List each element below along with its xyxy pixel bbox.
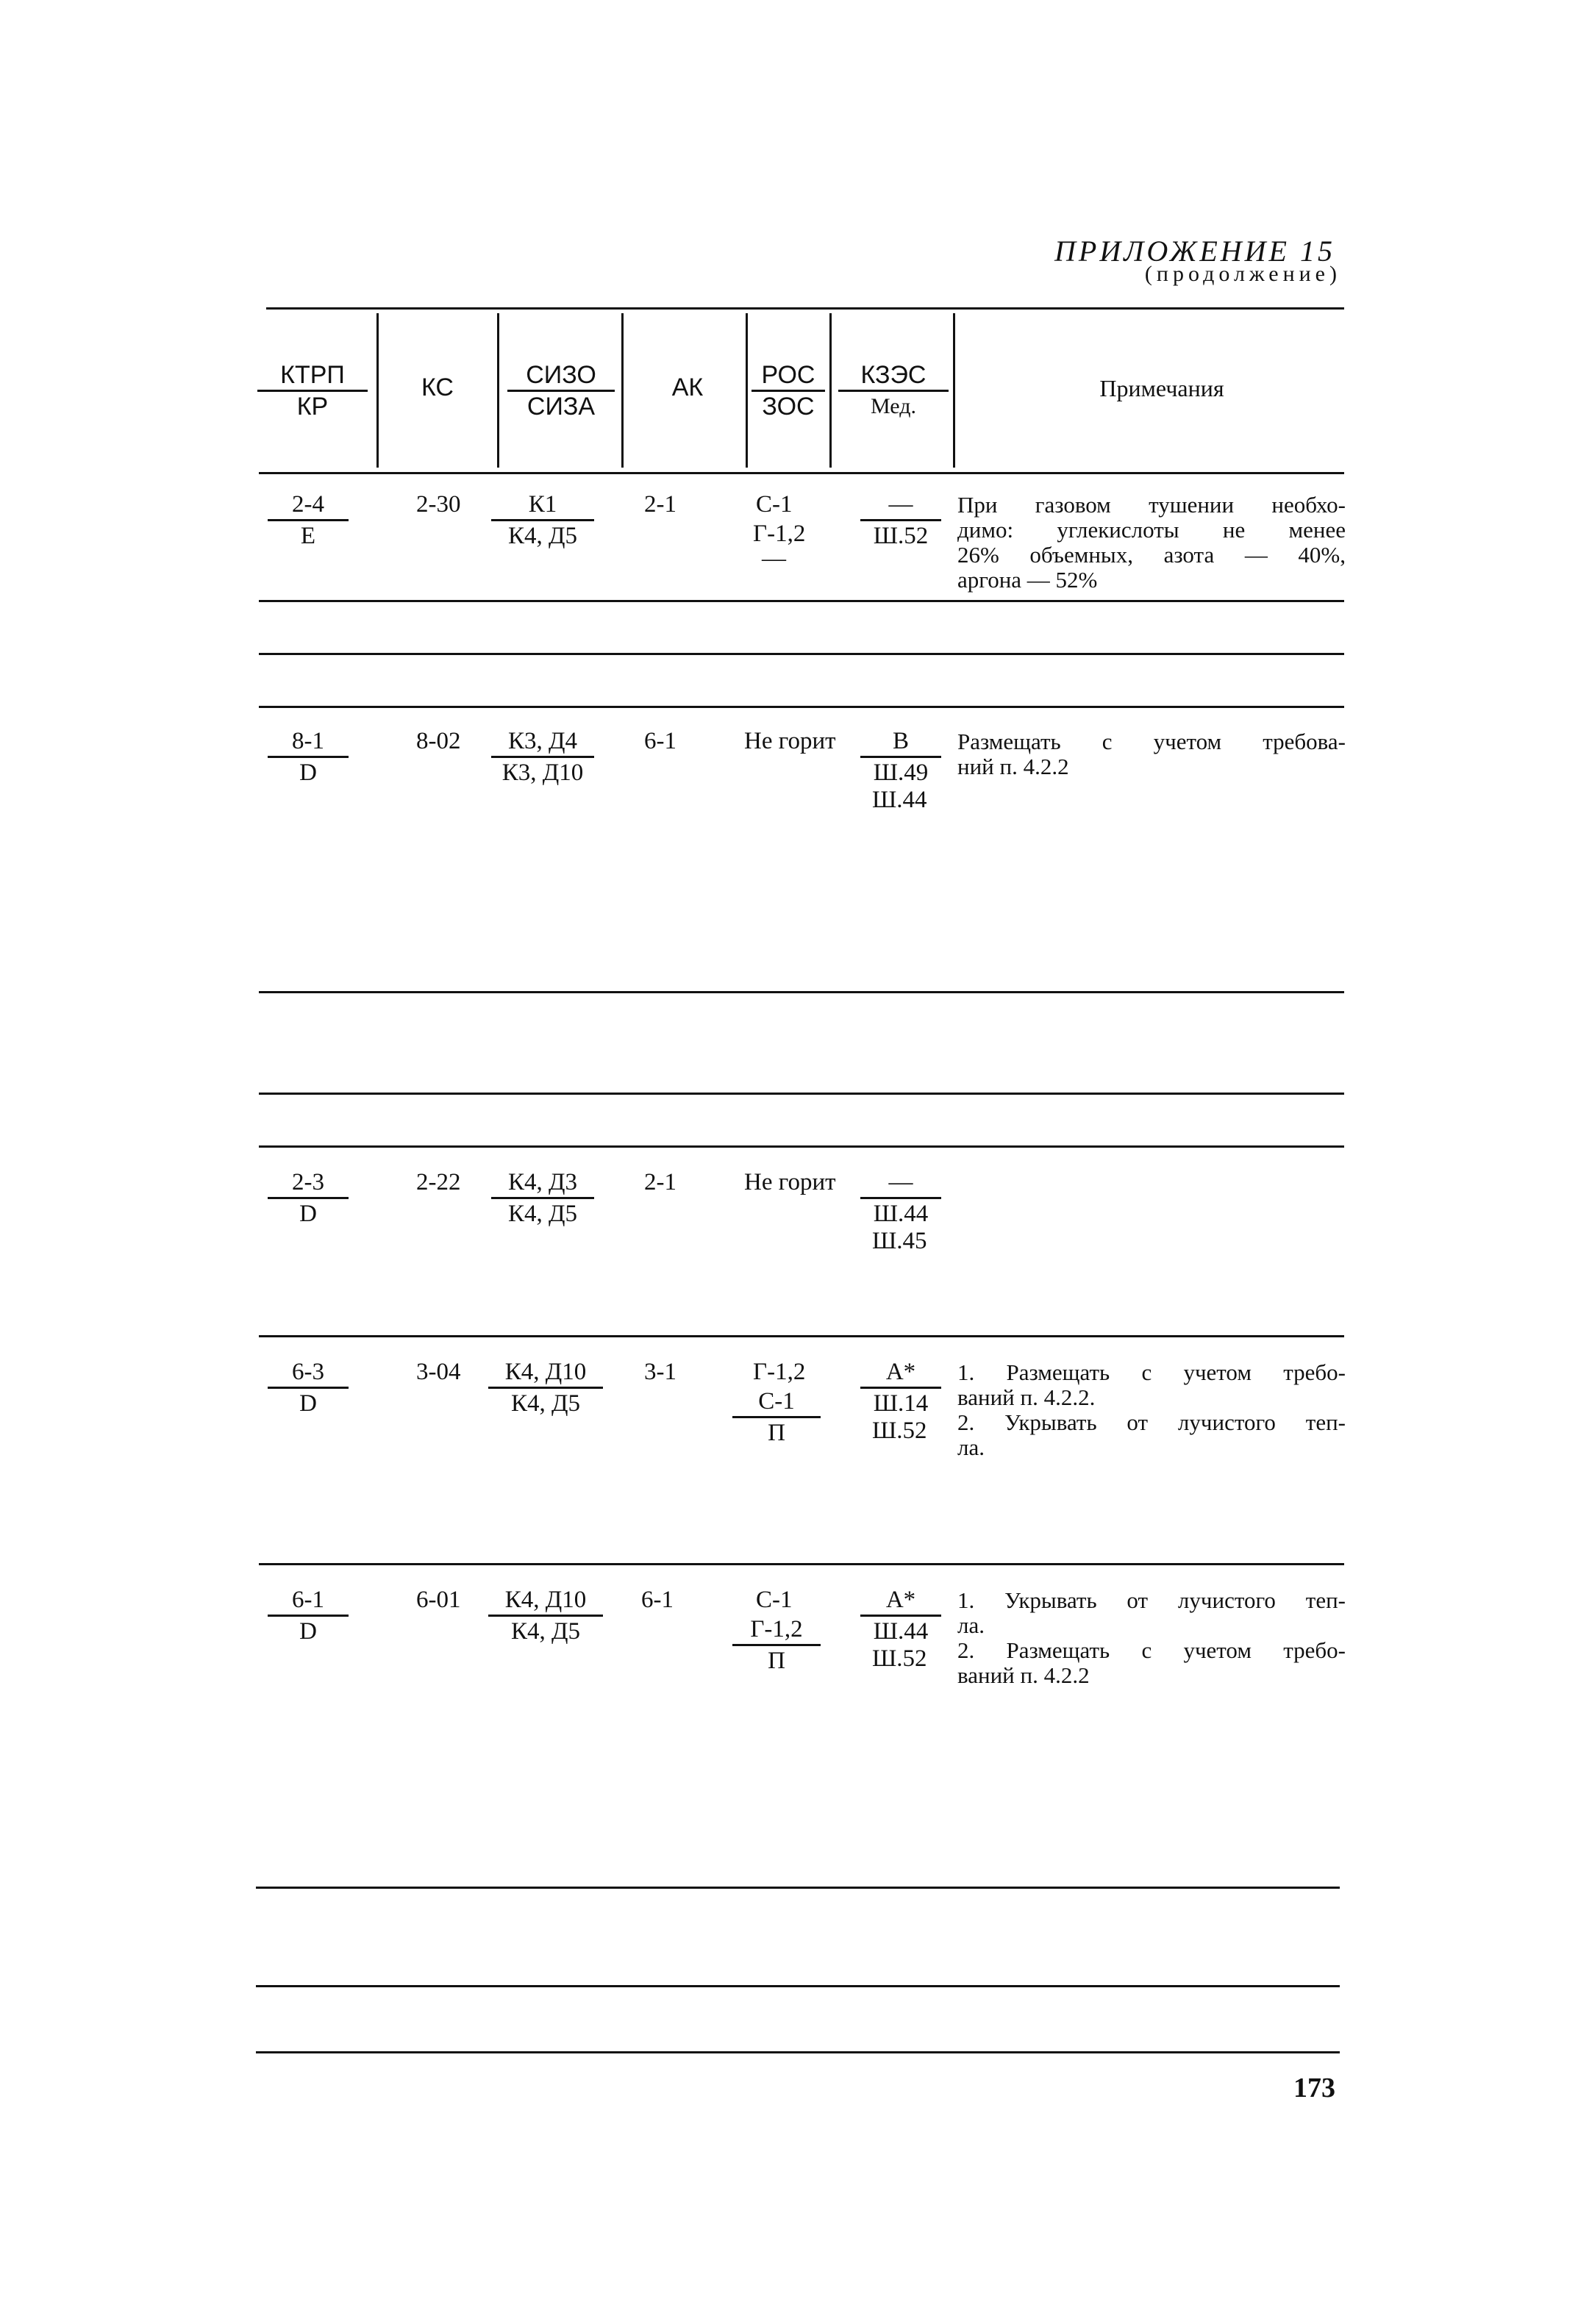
col-head-kzes: КЗЭС: [860, 361, 927, 389]
row1-med-1: Ш.52: [860, 519, 941, 551]
row3-kr: D: [268, 1197, 349, 1229]
col-head-ks: КС: [421, 373, 454, 401]
blank-rule-1: [259, 653, 1344, 655]
row1-ros-2: Г-1,2: [753, 521, 806, 547]
row1-ros-1: С-1: [756, 491, 793, 518]
blank-rule-7: [256, 1985, 1340, 1987]
row4-med-2: Ш.52: [872, 1417, 927, 1444]
row5-ros-2-3: [732, 1615, 821, 1676]
row4-kzes: А*: [885, 1359, 916, 1385]
row4-ros-2: С-1: [758, 1388, 795, 1415]
col-head-ak: АК: [671, 373, 704, 401]
row5-ak: 6-1: [641, 1587, 674, 1613]
row3-sizo-siza: [491, 1168, 594, 1229]
row1-note-line-3: 26% объемных, азота — 40%,: [957, 542, 1346, 568]
appendix-title: ПРИЛОЖЕНИЕ 15: [1054, 235, 1335, 268]
row3-ktrp: 2-3: [292, 1169, 324, 1195]
row5-note-line-4: ваний п. 4.2.2: [957, 1662, 1090, 1688]
row1-ktrp: 2-4: [292, 491, 324, 518]
row2-note-line-1: Размещать с учетом требова-: [957, 729, 1346, 754]
row5-kr: D: [268, 1615, 349, 1646]
col-head-sizo: СИЗО: [526, 361, 596, 389]
row3-kzes-med: [860, 1168, 941, 1229]
col-head-zos: ЗОС: [751, 390, 825, 421]
row2-sizo: К3, Д4: [507, 728, 578, 754]
row5-med-1: Ш.44: [860, 1615, 941, 1646]
row4-ks: 3-04: [416, 1359, 461, 1385]
col-divider-2: [497, 313, 499, 468]
row4-note-line-4: ла.: [957, 1434, 985, 1460]
col-head-ros: РОС: [761, 361, 815, 389]
table-top-rule: [266, 307, 1344, 310]
row1-siza: К4, Д5: [491, 519, 594, 551]
row3-ros-1: Не горит: [744, 1169, 836, 1195]
col-divider-4: [746, 313, 748, 468]
row1-note-line-4: аргона — 52%: [957, 567, 1098, 593]
row5-note-line-2: ла.: [957, 1612, 985, 1638]
row2-ak: 6-1: [644, 728, 676, 754]
row4-ros-1: Г-1,2: [753, 1359, 806, 1385]
appendix-subtitle: (продолжение): [1144, 262, 1341, 286]
page-number: 173: [1293, 2073, 1335, 2103]
row2-notes: [957, 729, 1346, 779]
row1-sizo: К1: [528, 491, 557, 518]
row3-med-1: Ш.44: [860, 1197, 941, 1229]
row2-ktrp: 8-1: [292, 728, 324, 754]
row4-ros-3: П: [732, 1416, 821, 1448]
row4-sizo: К4, Д10: [504, 1359, 587, 1385]
row4-note-line-1: 1. Размещать с учетом требо-: [957, 1359, 1346, 1385]
row1-kr: E: [268, 519, 349, 551]
row1-kzes-med: [860, 490, 941, 551]
col-head-ktrp: КТРП: [280, 361, 345, 389]
row3-ak: 2-1: [644, 1169, 676, 1195]
row2-ktrp-kr: [268, 726, 349, 787]
row5-siza: К4, Д5: [488, 1615, 603, 1646]
row5-sizo-siza: [488, 1585, 603, 1646]
row4-notes: [957, 1360, 1346, 1460]
row1-ak: 2-1: [644, 491, 676, 518]
row5-ros-3: П: [732, 1644, 821, 1676]
row5-sizo: К4, Д10: [504, 1587, 587, 1613]
row2-sizo-siza: [491, 726, 594, 787]
col-head-sizo-siza: [507, 360, 615, 421]
blank-rule-3: [259, 991, 1344, 993]
col-head-ros-zos: [751, 360, 825, 421]
row3-bottom-rule: [259, 1335, 1344, 1337]
blank-rule-4: [259, 1093, 1344, 1095]
row5-ros-2: Г-1,2: [750, 1616, 803, 1642]
row1-bottom-rule: [259, 600, 1344, 602]
table-header-bottom-rule: [259, 472, 1344, 474]
col-head-ktrp-kr: [257, 360, 368, 421]
col-head-notes: Примечания: [1099, 375, 1224, 401]
row5-ros-1: С-1: [756, 1587, 793, 1613]
row5-ktrp: 6-1: [292, 1587, 324, 1613]
col-head-kr: КР: [257, 390, 368, 421]
row3-ktrp-kr: [268, 1168, 349, 1229]
row1-notes: [957, 493, 1346, 593]
row4-note-line-3: 2. Укрывать от лучистого теп-: [957, 1409, 1346, 1435]
row3-med-2: Ш.45: [872, 1228, 927, 1254]
row4-sizo-siza: [488, 1357, 603, 1418]
row5-ktrp-kr: [268, 1585, 349, 1646]
row1-ros-3: —: [762, 546, 786, 572]
col-divider-5: [829, 313, 832, 468]
row2-kzes: В: [892, 728, 909, 754]
col-divider-1: [376, 313, 379, 468]
row4-kzes-med: [860, 1357, 941, 1418]
col-divider-6: [953, 313, 955, 468]
blank-rule-8: [256, 2051, 1340, 2053]
row1-ks: 2-30: [416, 491, 461, 518]
row5-notes: [957, 1588, 1346, 1688]
row5-med-2: Ш.52: [872, 1645, 927, 1672]
row4-siza: К4, Д5: [488, 1387, 603, 1418]
row4-kr: D: [268, 1387, 349, 1418]
col-head-kzes-med: [838, 360, 949, 421]
row2-kzes-med: [860, 726, 941, 787]
blank-rule-5: [259, 1145, 1344, 1148]
row5-note-line-3: 2. Размещать с учетом требо-: [957, 1637, 1346, 1663]
col-head-med: Мед.: [838, 390, 949, 421]
row4-med-1: Ш.14: [860, 1387, 941, 1418]
row2-kr: D: [268, 756, 349, 787]
row3-siza: К4, Д5: [491, 1197, 594, 1229]
row2-siza: К3, Д10: [491, 756, 594, 787]
row1-note-line-2: димо: углекислоты не менее: [957, 517, 1346, 543]
col-head-siza: СИЗА: [507, 390, 615, 421]
row5-kzes-med: [860, 1585, 941, 1646]
row4-ktrp: 6-3: [292, 1359, 324, 1385]
row3-ks: 2-22: [416, 1169, 461, 1195]
row4-ktrp-kr: [268, 1357, 349, 1418]
row2-ks: 8-02: [416, 728, 461, 754]
row2-note-line-2: ний п. 4.2.2: [957, 754, 1069, 779]
row1-sizo-siza: [491, 490, 594, 551]
row4-bottom-rule: [259, 1563, 1344, 1565]
row3-kzes: —: [888, 1169, 913, 1195]
row1-kzes: —: [888, 491, 913, 518]
row1-ktrp-kr: [268, 490, 349, 551]
row2-med-1: Ш.49: [860, 756, 941, 787]
row1-note-line-1: При газовом тушении необхо-: [957, 492, 1346, 518]
row4-ros-2-3: [732, 1387, 821, 1448]
row2-med-2: Ш.44: [872, 787, 927, 813]
blank-rule-6: [256, 1887, 1340, 1889]
row5-ks: 6-01: [416, 1587, 461, 1613]
row4-ak: 3-1: [644, 1359, 676, 1385]
row5-kzes: А*: [885, 1587, 916, 1613]
col-divider-3: [621, 313, 624, 468]
blank-rule-2: [259, 706, 1344, 708]
row3-sizo: К4, Д3: [507, 1169, 578, 1195]
row5-note-line-1: 1. Укрывать от лучистого теп-: [957, 1587, 1346, 1613]
row2-ros-1: Не горит: [744, 728, 836, 754]
row4-note-line-2: ваний п. 4.2.2.: [957, 1384, 1096, 1410]
